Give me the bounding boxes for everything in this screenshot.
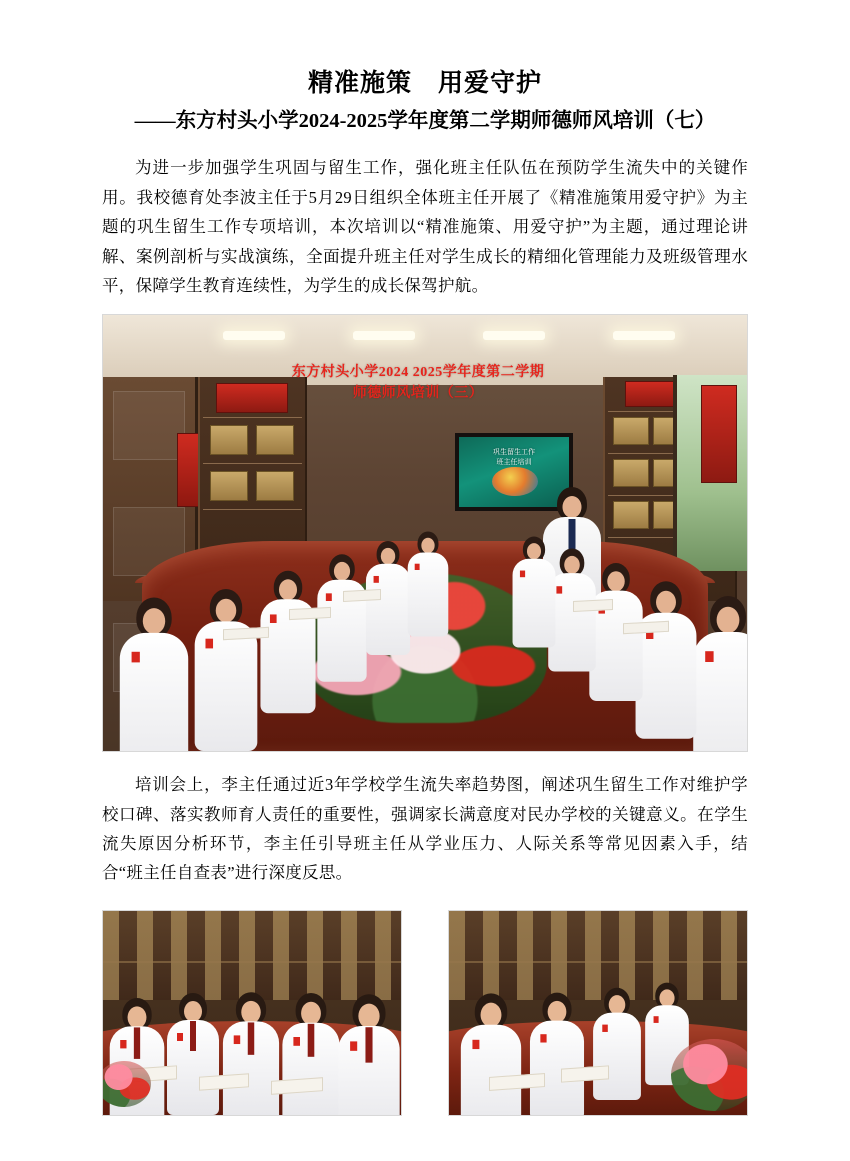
photo-hanging-banner [701,385,737,483]
attendee-figure [257,571,320,714]
teachers-taking-notes-photo [102,910,402,1116]
conference-room-training-photo [102,314,748,752]
paragraph-2: 培训会上，李主任通过近3年学校学生流失率趋势图，阐述巩生留生工作对维护学校口碑、落实教师育人责任的重要性，强调家长满意度对民办学校的关键意义。在学生流失原因分析环节，李主任引导班主任从学业压力、人际关系等常见因素入手，结合“班主任自查表”进行深度反思。 [102,775,748,883]
attendee-figure [459,993,524,1116]
attendee-figure [591,987,643,1097]
screen-text-line1: 巩生留生工作 [493,448,535,457]
ceiling-light [613,331,675,340]
photo-banner-text [273,363,563,417]
ceiling-light [483,331,545,340]
attendee-figure [115,598,193,753]
paragraph-1: 为进一步加强学生巩固与留生工作，强化班主任队伍在预防学生流失中的关键作用。我校德育处李波主任于5月29日组织全体班主任开展了《精准施策用爱守护》为主题的巩生留生工作专项培训，本次培训以“精准施策、用爱守护”为主题，通过理论讲解、案例剖析与实战演练，全面提升班主任对学生成长的精细化管理能力及班级管理水平，保障学生教育连续性，为学生的成长保驾护航。 [102,158,748,295]
teachers-listening-photo [448,910,748,1116]
banner-line-2: 师德师风培训（三） [352,385,484,401]
attendee-figure [405,532,451,637]
attendee-figure [510,537,559,648]
ceiling-light [353,331,415,340]
page-subtitle: ——东方村头小学2024-2025学年度第二学期师德师风培训（七） [134,109,716,132]
ceiling-light [223,331,285,340]
screen-text-line2: 班主任培训 [496,458,532,467]
paper-document [343,589,381,602]
page-title: 精准施策 用爱守护 [307,70,542,97]
paper-document [561,1065,609,1082]
attendee-figure [221,992,281,1116]
attendee-figure [336,994,402,1116]
attendee-figure [165,993,221,1113]
banner-line-1: 东方村头小学2024 2025学年度第二学期 [291,365,545,381]
flower-decoration [102,1061,151,1107]
attendee-figure [528,992,586,1115]
attendee-figure [280,993,342,1116]
photo-row [102,910,748,1116]
screen-graphic [492,467,538,496]
attendee-figure [190,589,261,751]
flower-decoration [671,1039,748,1111]
